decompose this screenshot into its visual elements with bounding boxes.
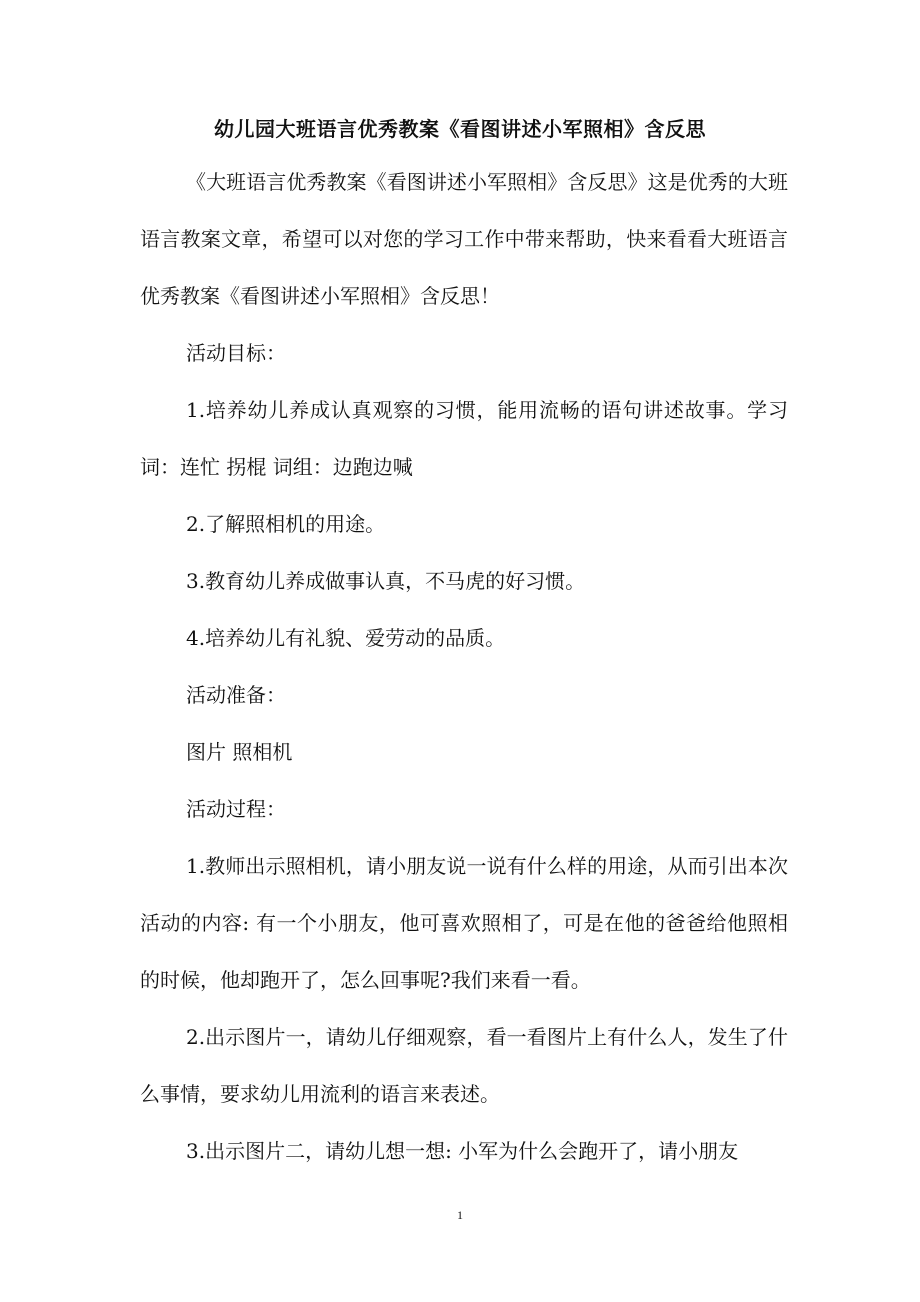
goal-2-line: 2.了解照相机的用途。 <box>186 512 386 536</box>
step-1-paragraph: 1.教师出示照相机，请小朋友说一说有什么样的用途，从而引出本次活动的内容: 有一个小朋友，他可喜欢照相了，可是在他的爸爸给他照相的时候，他却跑开了，怎么回事呢?我们来看一看。 <box>140 854 788 992</box>
goal-4-line: 4.培养幼儿有礼貌、爱劳动的品质。 <box>186 626 506 650</box>
step-2-paragraph: 2.出示图片一，请幼儿仔细观察，看一看图片上有什么人，发生了什么事情，要求幼儿用流利的语言来表述。 <box>140 1025 788 1106</box>
prep-items: 图片 照相机 <box>186 740 293 764</box>
goal-1-paragraph: 1.培养幼儿养成认真观察的习惯，能用流畅的语句讲述故事。学习词：连忙 拐棍 词组：边跑边喊 <box>140 398 788 479</box>
process-heading: 活动过程： <box>186 797 286 821</box>
document-title: 幼儿园大班语言优秀教案《看图讲述小军照相》含反思 <box>214 117 706 141</box>
step-3-paragraph: 3.出示图片二，请幼儿想一想: 小军为什么会跑开了，请小朋友 <box>186 1139 739 1163</box>
goal-3-line: 3.教育幼儿养成做事认真，不马虎的好习惯。 <box>186 569 586 593</box>
page-number: 1 <box>457 1208 463 1222</box>
intro-paragraph: 《大班语言优秀教案《看图讲述小军照相》含反思》这是优秀的大班语言教案文章，希望可以对您的学习工作中带来帮助，快来看看大班语言优秀教案《看图讲述小军照相》含反思！ <box>140 170 788 308</box>
prep-heading: 活动准备： <box>186 683 286 707</box>
goals-heading: 活动目标： <box>186 341 286 365</box>
